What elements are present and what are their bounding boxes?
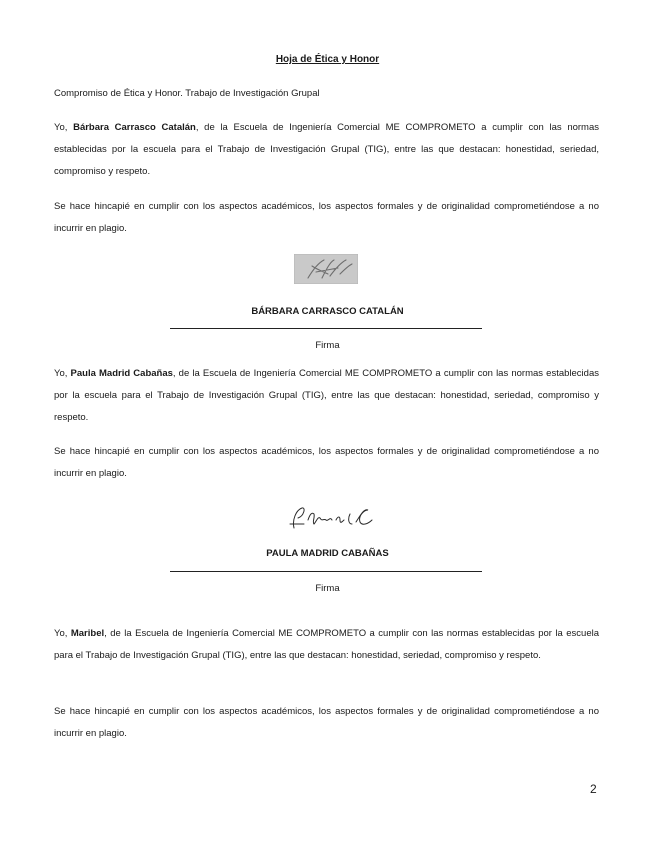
signature-1-label: Firma xyxy=(315,340,340,351)
commitment-1-statement: Yo, Bárbara Carrasco Catalán, de la Escuela de Ingeniería Comercial ME COMPROMETO a cumplir con las normas establecidas por la escuela para el Trabajo de Investigación Grupal (TIG), entre las que destacan: honestidad, seriedad, compromiso y respeto. xyxy=(54,122,599,177)
commitment-3-emphasis: Se hace hincapié en cumplir con los aspectos académicos, los aspectos formales y de originalidad comprometiéndose a no incurrir en plagio. xyxy=(54,706,599,739)
commitment-1-name: Bárbara Carrasco Catalán xyxy=(73,122,196,133)
commitment-3-statement: Yo, Maribel, de la Escuela de Ingeniería Comercial ME COMPROMETO a cumplir con las normas establecidas por la escuela para el Trabajo de Investigación Grupal (TIG), entre las que destacan: honestidad, seriedad, compromiso y respeto. xyxy=(54,628,599,661)
signature-2-label: Firma xyxy=(315,583,340,594)
signature-2-image xyxy=(284,502,378,532)
signature-2-name: PAULA MADRID CABAÑAS xyxy=(266,548,389,559)
commitment-1-emphasis: Se hace hincapié en cumplir con los aspectos académicos, los aspectos formales y de originalidad comprometiéndose a no incurrir en plagio. xyxy=(54,201,599,234)
document-title: Hoja de Ética y Honor xyxy=(275,54,380,65)
page-number: 2 xyxy=(590,782,597,796)
document-subtitle: Compromiso de Ética y Honor. Trabajo de Investigación Grupal xyxy=(54,88,320,99)
commitment-2-statement: Yo, Paula Madrid Cabañas, de la Escuela de Ingeniería Comercial ME COMPROMETO a cumplir con las normas establecidas por la escuela para el Trabajo de Investigación Grupal (TIG), entre las que destacan: honestidad, seriedad, compromiso y respeto. xyxy=(54,368,599,423)
signature-2-line xyxy=(170,571,482,572)
commitment-2-emphasis: Se hace hincapié en cumplir con los aspectos académicos, los aspectos formales y de originalidad comprometiéndose a no incurrir en plagio. xyxy=(54,446,599,479)
signature-1-image xyxy=(294,254,358,284)
commitment-2-name: Paula Madrid Cabañas xyxy=(70,368,173,379)
commitment-3-name: Maribel xyxy=(70,628,105,639)
signature-1-name: BÁRBARA CARRASCO CATALÁN xyxy=(251,306,404,317)
signature-1-line xyxy=(170,328,482,329)
